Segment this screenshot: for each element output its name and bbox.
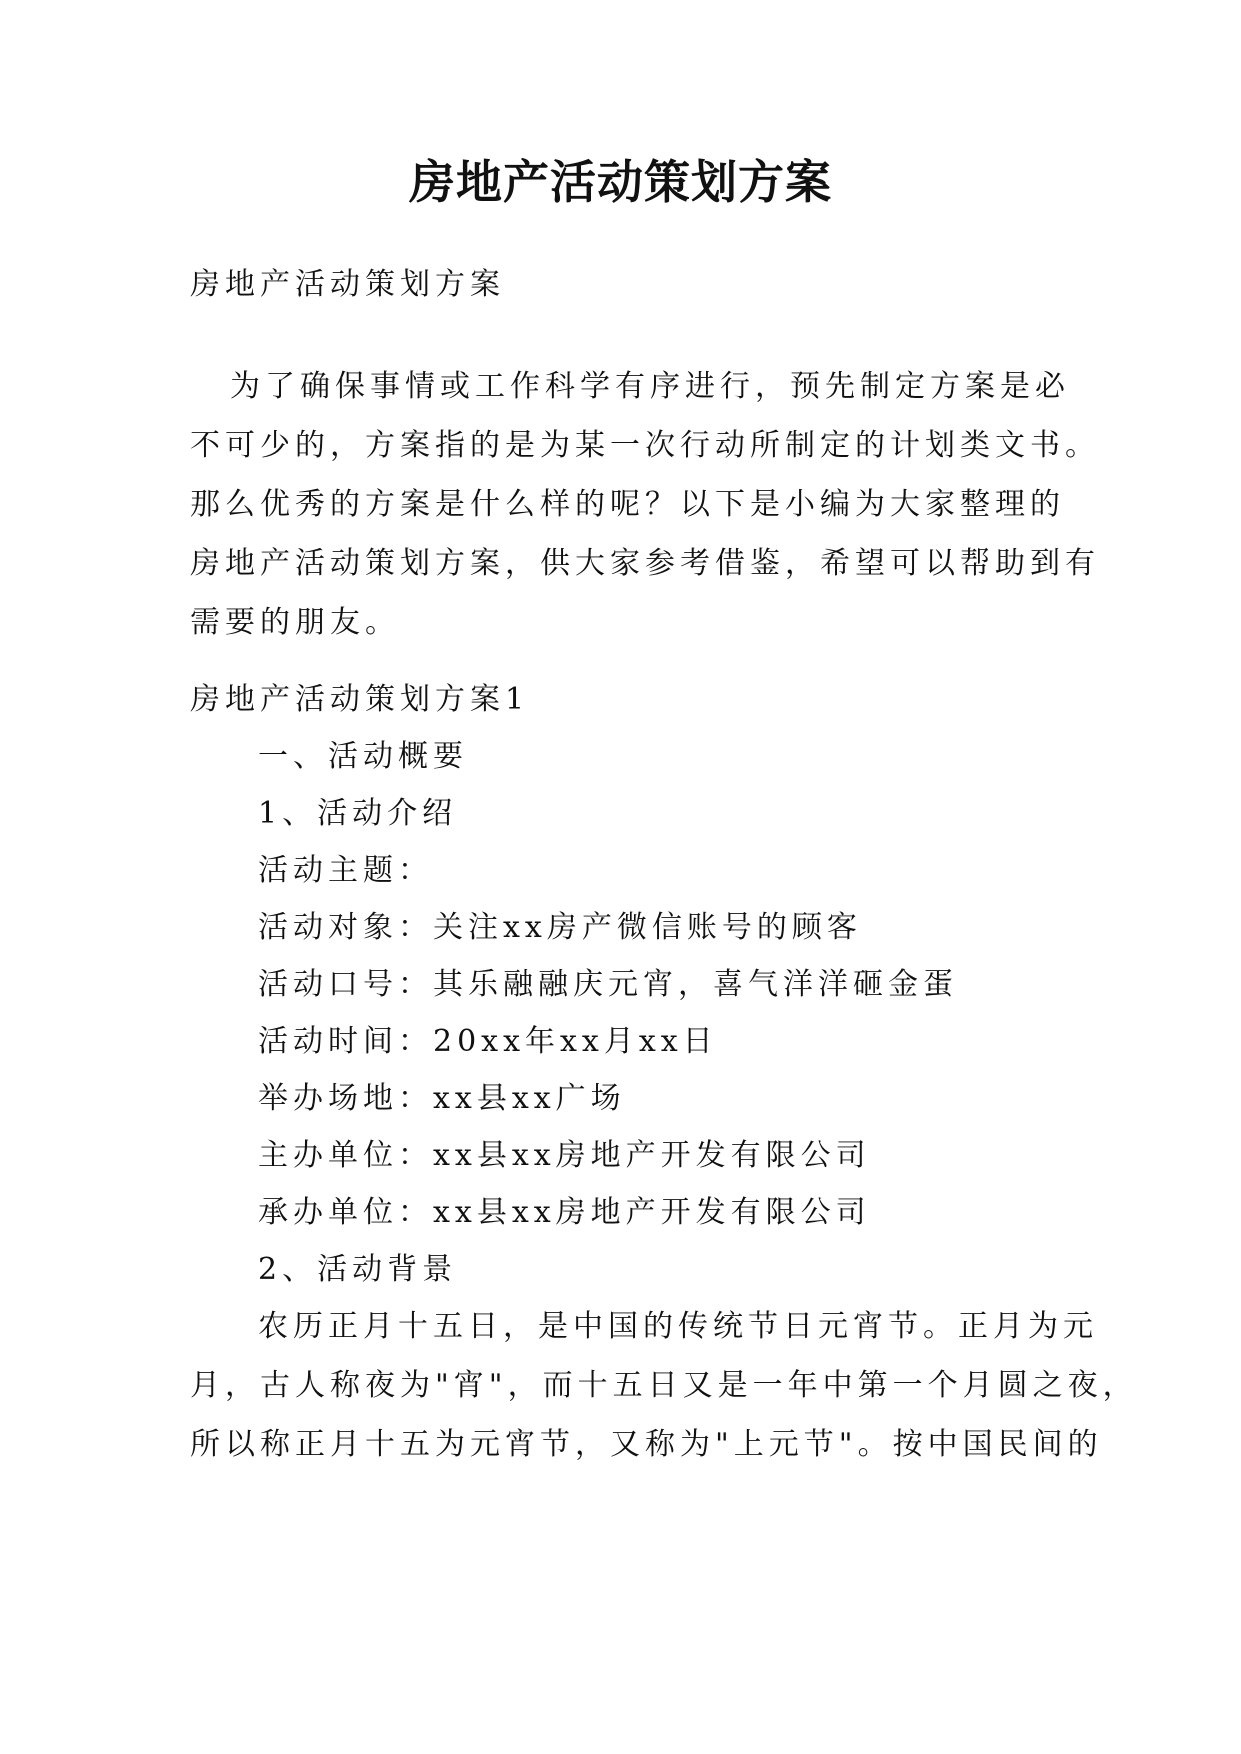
subsection-heading: 2、活动背景 xyxy=(258,1252,458,1287)
subsection-heading: 1、活动介绍 xyxy=(258,796,458,831)
background-paragraph xyxy=(190,1297,1138,1474)
activity-slogan: 活动口号：其乐融融庆元宵，喜气洋洋砸金蛋 xyxy=(258,967,958,1002)
document-title: 房地产活动策划方案 xyxy=(409,155,832,209)
activity-undertaker: 承办单位：xx县xx房地产开发有限公司 xyxy=(258,1195,871,1230)
intro-line: 为了确保事情或工作科学有序进行，预先制定方案是必 xyxy=(230,369,1070,404)
document-subtitle: 房地产活动策划方案 xyxy=(190,267,505,302)
background-line: 月，古人称夜为"宵"，而十五日又是一年中第一个月圆之夜， xyxy=(190,1368,1138,1403)
section-heading: 房地产活动策划方案1 xyxy=(190,682,530,717)
activity-theme: 活动主题： xyxy=(258,853,433,888)
activity-time: 活动时间：20xx年xx月xx日 xyxy=(258,1024,718,1059)
intro-line: 那么优秀的方案是什么样的呢？以下是小编为大家整理的 xyxy=(190,487,1065,522)
background-line: 所以称正月十五为元宵节，又称为"上元节"。按中国民间的 xyxy=(190,1427,1103,1462)
background-line: 农历正月十五日，是中国的传统节日元宵节。正月为元 xyxy=(258,1309,1098,1344)
intro-line: 需要的朋友。 xyxy=(190,605,400,640)
intro-paragraph xyxy=(190,357,1100,652)
activity-organizer: 主办单位：xx县xx房地产开发有限公司 xyxy=(258,1138,871,1173)
activity-target: 活动对象：关注xx房产微信账号的顾客 xyxy=(258,910,862,945)
intro-line: 房地产活动策划方案，供大家参考借鉴，希望可以帮助到有 xyxy=(190,546,1100,581)
outline-heading: 一、活动概要 xyxy=(258,739,468,774)
intro-line: 不可少的，方案指的是为某一次行动所制定的计划类文书。 xyxy=(190,428,1100,463)
activity-venue: 举办场地：xx县xx广场 xyxy=(258,1081,626,1116)
